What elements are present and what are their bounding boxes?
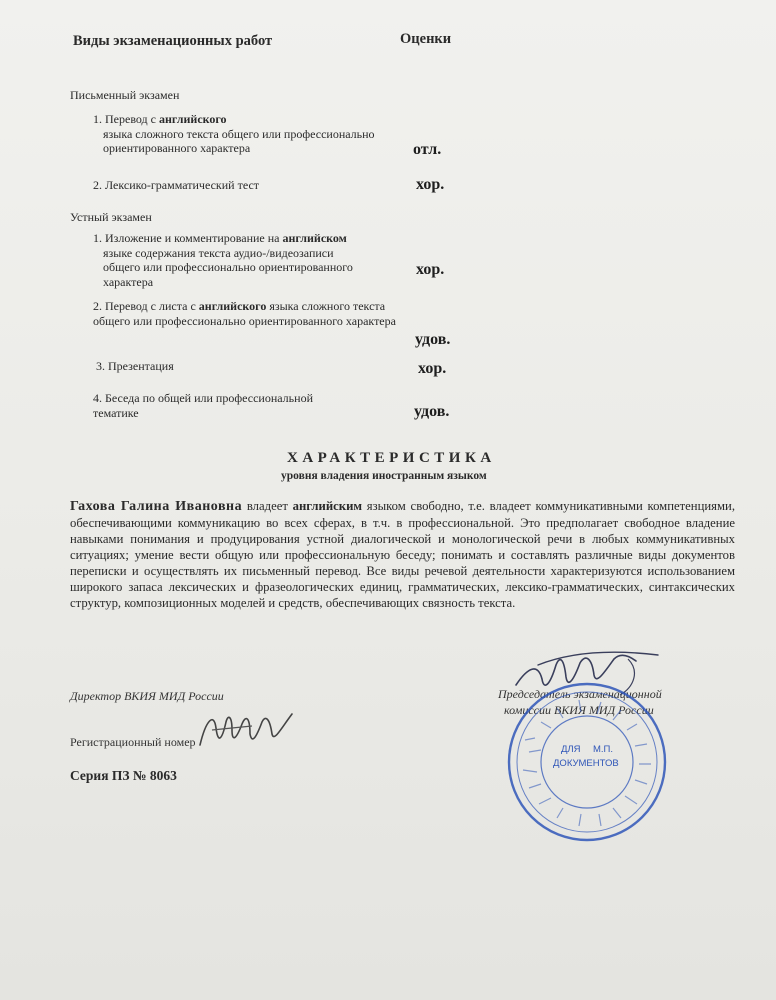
oral-item-1: 1. Изложение и комментирование на английском языке содержания текста аудио-/видеозаписи общего или профессионально ориентированного характера: [93, 231, 353, 289]
oral-item-2-grade: удов.: [415, 331, 451, 348]
exams-column-header: Виды экзаменационных работ: [73, 33, 273, 49]
registration-number-label: Регистрационный номер: [70, 735, 196, 749]
grades-column-header: Оценки: [400, 31, 452, 47]
oral-item-2: 2. Перевод с листа с английского языка сложного текста общего или профессионально ориентированного характера: [93, 299, 396, 328]
characteristic-title: ХАРАКТЕРИСТИКА: [287, 450, 496, 466]
oral-item-3: 3. Презентация: [96, 359, 174, 373]
written-item-2-grade: хор.: [416, 176, 445, 193]
director-title: Директор ВКИЯ МИД России: [70, 689, 224, 703]
stamp-center-line2: ДОКУМЕНТОВ: [553, 758, 619, 769]
written-exam-label: Письменный экзамен: [70, 88, 180, 102]
written-item-2: 2. Лексико-грамматический тест: [93, 178, 260, 192]
stamp-center-line1: ДЛЯ: [561, 744, 581, 755]
series-number: Серия ПЗ № 8063: [70, 768, 177, 783]
oral-item-3-grade: хор.: [418, 360, 447, 377]
oral-exam-label: Устный экзамен: [70, 210, 152, 224]
official-stamp: [505, 680, 670, 845]
oral-item-4: 4. Беседа по общей или профессиональной тематике: [93, 391, 313, 420]
chairman-title-line1: Председатель экзаменационной: [498, 687, 662, 701]
characteristic-subtitle: уровня владения иностранным языком: [281, 470, 487, 482]
stamp-mp-label: М.П.: [593, 744, 614, 755]
oral-item-4-grade: удов.: [414, 403, 450, 420]
director-signature: [192, 700, 302, 760]
person-name: Гахова Галина Ивановна: [70, 499, 243, 514]
oral-item-1-grade: хор.: [416, 261, 445, 278]
written-item-1-grade: отл.: [413, 141, 442, 158]
characteristic-paragraph: Гахова Галина Ивановна владеет английским языком свободно, т.е. владеет коммуникативными компетенциями, обеспечивающими коммуникацию во всех сферах, в т.ч. в профессиональной. Это предполагает свободное владение навыками понимания и продуцирования устной диалогической и монологической речи в любых коммуникативных ситуациях; умение вести общую или профессиональную беседу; понимать и составлять различные виды документов переписки и осуществлять их письменный перевод. Все виды речевой деятельности характеризуются использованием широкого запаса лексических и фразеологических единиц, грамматических, лексико-грамматических, синтаксических структур, композиционных моделей и средств, обеспечивающих связность текста.: [70, 499, 735, 610]
chairman-title-line2: комиссии ВКИЯ МИД России: [504, 703, 654, 717]
written-item-1: 1. Перевод с английского языка сложного текста общего или профессионально ориентированного характера: [93, 112, 375, 155]
